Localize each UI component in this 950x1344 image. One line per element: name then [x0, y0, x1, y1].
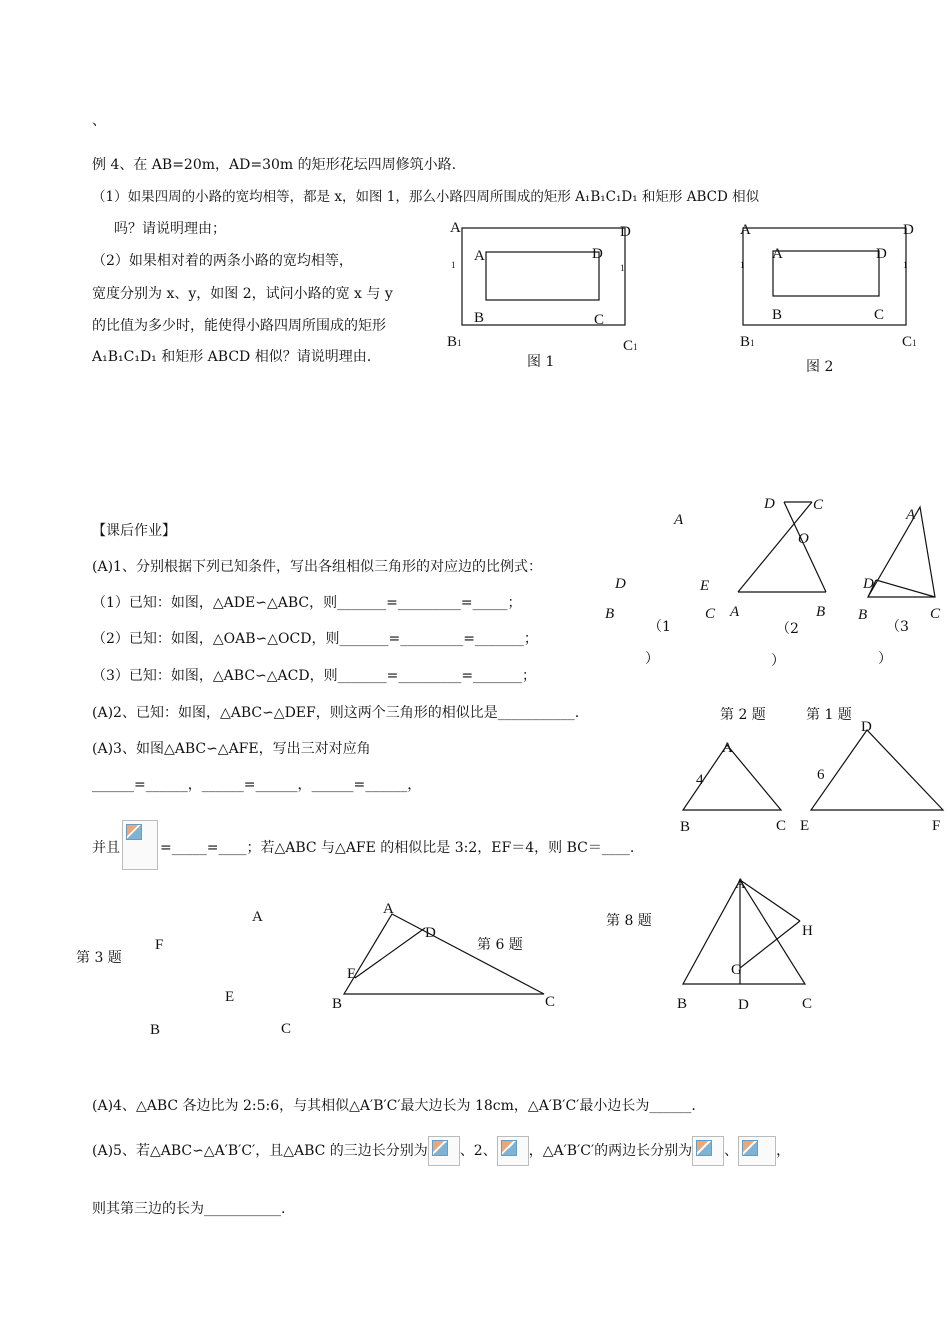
hw-q5-part-d: 、 — [724, 1143, 739, 1159]
hw-fig1-label-c: C — [705, 606, 716, 622]
homework-heading: 【课后作业】 — [92, 523, 176, 539]
q8-triangle — [683, 880, 805, 984]
hw-fig2-label-c: C — [813, 497, 824, 513]
q2-label-f: F — [932, 818, 941, 834]
hw-fig3-number: （3 — [886, 619, 909, 635]
q6-triangle — [344, 914, 544, 994]
hw-fig2-label-b: B — [816, 604, 826, 620]
fig1-sub1-left: 1 — [451, 260, 456, 270]
hw-fig2-label-d: D — [764, 496, 775, 512]
hw-q1: (A)1、分别根据下列已知条件，写出各组相似三角形的对应边的比例式： — [92, 559, 542, 575]
fig2-label-c: C — [874, 307, 885, 323]
hw-fig3-triangle — [868, 507, 935, 597]
broken-image-icon — [428, 1136, 460, 1166]
fig2-label-b1: B1 — [740, 334, 755, 350]
fig1-sub1-right: 1 — [620, 263, 625, 273]
hw-fig3-label-b: B — [858, 607, 868, 623]
fig2-sub1-left: 1 — [740, 260, 745, 270]
q8-label-h: H — [802, 923, 813, 939]
hw-q3-rest: =_____=____；若△ABC 与△AFE 的相似比是 3:2，EF＝4，则 BC＝____. — [160, 840, 635, 856]
fig1-label-a: A — [474, 248, 485, 264]
hw-q1-part1: （1）已知：如图，△ADE∽△ABC，则_______=_________=_____； — [92, 595, 522, 611]
q8-label-c: C — [802, 996, 813, 1012]
hw-q1-part3: （3）已知：如图，△ABC∽△ACD，则_______=_________=_______； — [92, 668, 537, 684]
q3-label-a: A — [252, 909, 263, 925]
q2-label-d: D — [861, 719, 872, 735]
fig2-label-d1: D — [903, 222, 914, 238]
fig2-label-c1: C1 — [902, 334, 917, 350]
q3-label-f: F — [155, 937, 164, 953]
q6-label-c: C — [545, 994, 556, 1010]
broken-image-icon — [122, 820, 158, 870]
hw-fig3-label-a: A — [906, 507, 916, 523]
fig1-label-a1: A — [450, 220, 461, 236]
q3-label-e: E — [225, 989, 235, 1005]
q6-label-a: A — [383, 901, 394, 917]
ex4-q1-line2: 吗？请说明理由； — [114, 221, 226, 237]
fig1-label-b: B — [474, 310, 485, 326]
fig1-label-d1: D — [620, 224, 631, 240]
hw-q5-part-e: ， — [776, 1143, 791, 1159]
hw-fig2-hourglass — [738, 502, 826, 592]
q3-label-b: B — [150, 1022, 161, 1038]
fig1-label-c: C — [594, 312, 605, 328]
hw-fig2-number: （2 — [776, 621, 799, 637]
broken-image-icon — [497, 1136, 529, 1166]
fig2-label-d: D — [876, 246, 887, 262]
fig1-inner-rect — [486, 252, 599, 300]
hw-q3-blanks: ______=______，______=______，______=______， — [92, 777, 422, 793]
ex4-title: 例 4、在 AB=20m，AD=30m 的矩形花坛四周修筑小路. — [92, 157, 457, 173]
q2-label-4: 4 — [696, 772, 704, 788]
caption-question-2: 第 2 题 — [720, 707, 766, 723]
fig2-label-a: A — [772, 246, 783, 262]
hw-fig1-label-b: B — [605, 606, 615, 622]
fig2-label-b: B — [772, 307, 783, 323]
q3-label-c: C — [281, 1021, 292, 1037]
fig2-caption: 图 2 — [806, 359, 834, 375]
fig1-caption: 图 1 — [527, 354, 555, 370]
stray-mark: 、 — [92, 113, 106, 129]
fig1-label-c1: C1 — [623, 338, 638, 354]
hw-q4: (A)4、△ABC 各边比为 2:5:6，与其相似△A′B′C′最大边长为 18cm，△A′B′C′最小边长为______. — [92, 1098, 696, 1114]
hw-fig2-label-a: A — [730, 604, 740, 620]
hw-fig3-label-c: C — [930, 606, 941, 622]
fig1-label-d: D — [592, 246, 603, 262]
ex4-q1-line1: （1）如果四周的小路的宽均相等，都是 x，如图 1，那么小路四周所围成的矩形 A₁B₁C₁D₁ 和矩形 ABCD 相似 — [92, 189, 760, 205]
caption-question-6: 第 6 题 — [477, 937, 523, 953]
broken-image-icon — [738, 1136, 776, 1166]
q8-label-g: G — [731, 962, 742, 978]
q6-label-b: B — [332, 996, 343, 1012]
hw-q5-part-c: ，△A′B′C′的两边长分别为 — [528, 1143, 693, 1159]
fig2-inner-rect — [773, 251, 879, 296]
hw-q2: (A)2、已知：如图，△ABC∽△DEF，则这两个三角形的相似比是___________. — [92, 705, 580, 721]
q8-label-d: D — [738, 997, 749, 1013]
ex4-q2-line4: A₁B₁C₁D₁ 和矩形 ABCD 相似？请说明理由. — [92, 349, 372, 365]
q8-label-b: B — [677, 996, 688, 1012]
hw-fig2-number-close: ） — [771, 653, 785, 669]
hw-q3-and: 并且 — [92, 840, 120, 856]
fig2-label-a1: A — [740, 222, 751, 238]
caption-question-3: 第 3 题 — [76, 950, 122, 966]
q2-label-e: E — [800, 818, 810, 834]
q2-label-b: B — [680, 819, 691, 835]
hw-fig1-label-d: D — [615, 576, 626, 592]
ex4-q2-line2: 宽度分别为 x、y，如图 2，试问小路的宽 x 与 y — [92, 286, 393, 302]
hw-q3: (A)3、如图△ABC∽△AFE，写出三对对应角 — [92, 741, 371, 757]
hw-fig1-label-e: E — [700, 578, 710, 594]
q2-label-6: 6 — [817, 767, 825, 783]
ex4-q2-line1: （2）如果相对着的两条小路的宽均相等， — [92, 253, 353, 269]
q2-label-c: C — [776, 818, 787, 834]
fig1-label-b1: B1 — [447, 334, 462, 350]
ex4-q2-line3: 的比值为多少时，能使得小路四周所围成的矩形 — [92, 318, 386, 334]
hw-fig1-label-a: A — [674, 512, 684, 528]
q6-label-d: D — [425, 925, 436, 941]
q2-triangle-def — [811, 730, 943, 810]
q6-label-e: E — [347, 966, 357, 982]
hw-fig1-number-close: ） — [645, 651, 659, 667]
hw-q5-part-b: 、2、 — [459, 1143, 497, 1159]
broken-image-icon — [692, 1136, 724, 1166]
hw-fig3-number-close: ） — [878, 651, 892, 667]
caption-question-8: 第 8 题 — [606, 913, 652, 929]
q2-label-a: A — [722, 740, 733, 756]
hw-q1-part2: （2）已知：如图，△OAB∽△OCD，则_______=_________=_______； — [92, 631, 538, 647]
hw-q5-line2: 则其第三边的长为___________. — [92, 1201, 286, 1217]
hw-fig2-label-o: O — [798, 531, 809, 547]
hw-q3-line3 — [92, 820, 634, 870]
hw-fig3-label-d: D — [863, 576, 874, 592]
fig2-sub1-right: 1 — [903, 260, 908, 270]
q8-label-a: A — [735, 876, 746, 892]
hw-q5-part-a: (A)5、若△ABC∽△A′B′C′，且△ABC 的三边长分别为 — [92, 1143, 428, 1159]
hw-q5 — [92, 1136, 790, 1166]
caption-question-1: 第 1 题 — [806, 707, 852, 723]
hw-fig1-number: （1 — [648, 619, 671, 635]
